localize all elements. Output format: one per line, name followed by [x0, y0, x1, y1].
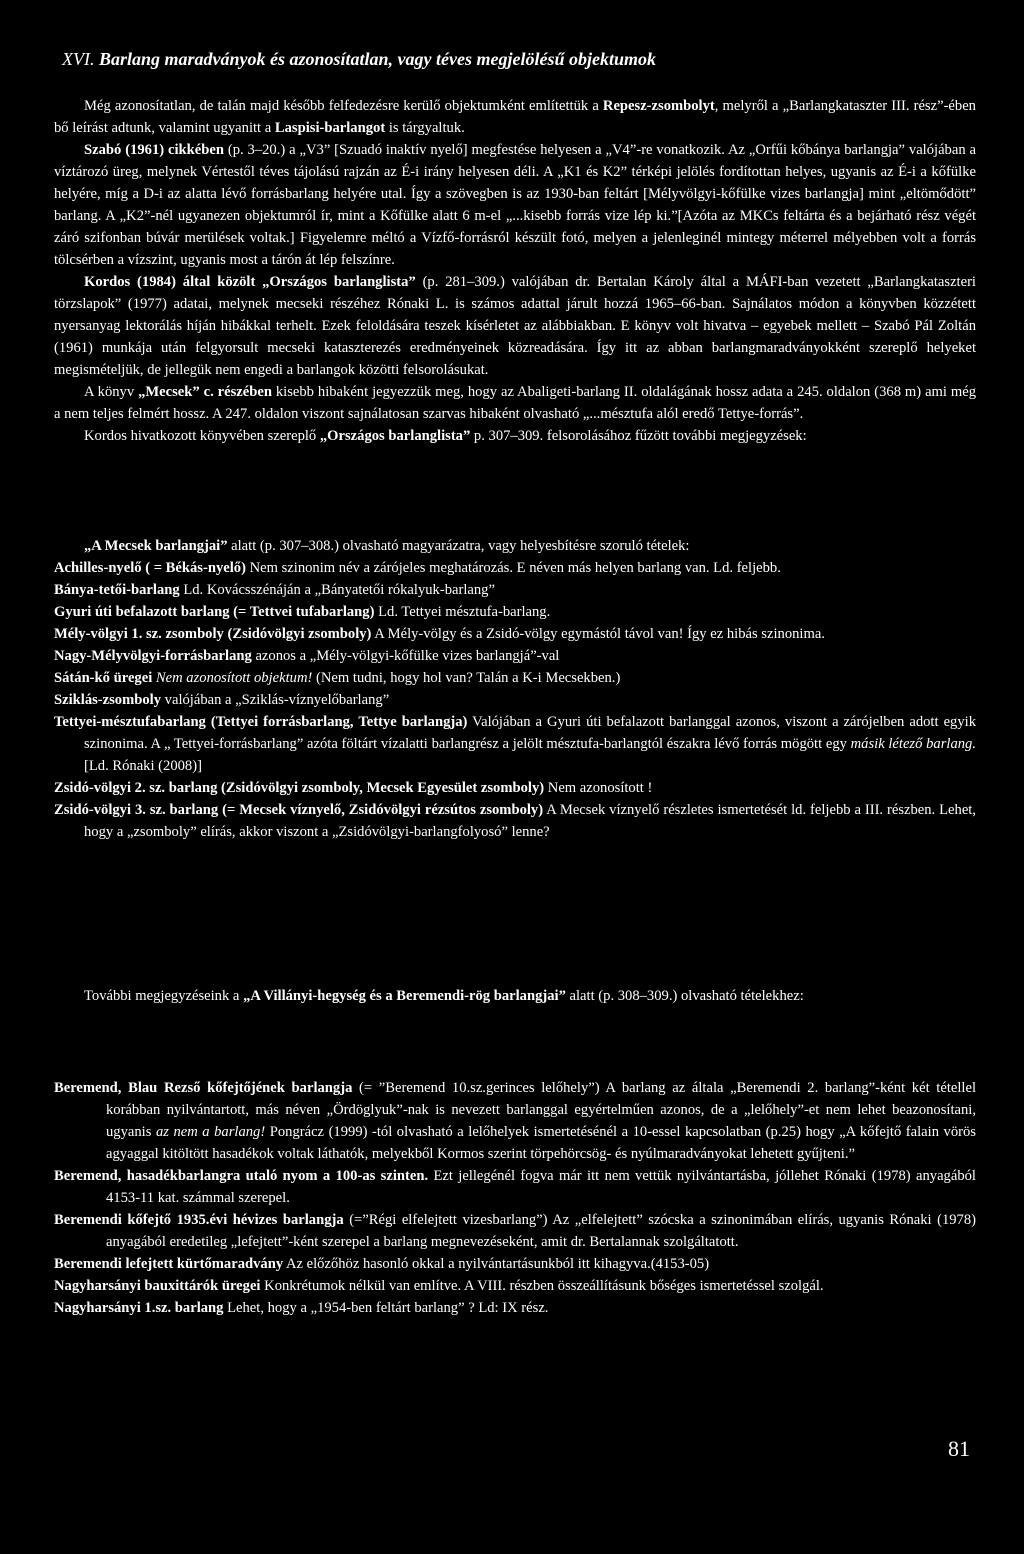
intro-paragraph-bold-run: Repesz-zsombolyt: [602, 98, 715, 114]
list-item-text-run: Valójában a Gyuri úti befalazott barlanggal azonos, viszont a zárójelben adott egyik szinonima. A „ Tettyei-forrásbarlang” azóta föltárt vízalatti barlangrész a jelölt mésztufa-barlangtól északra lévő forrás mögött egy: [84, 714, 976, 752]
list-item-text-run: A Mély-völgy és a Zsidó-völgy egymástól távol van! Így ez hibás szinonima.: [371, 626, 825, 642]
list-item-bold-run: Beremend, Blau Rezső kőfejtőjének barlangja: [54, 1080, 353, 1096]
list-item: [54, 645, 976, 667]
intro-paragraph-text-run: kisebb hibaként jegyezzük meg, hogy az Abaligeti-barlang II. oldalágának hossz adata a 245. oldalon (368 m) ami még a nem teljes felmért hossz. A 247. oldalon viszont sajnálatosan szarvas hibaként olvasható „...mésztufa alól eredő Tettye-forrás”.: [54, 384, 976, 422]
section-heading: [62, 47, 992, 71]
list-item-bold-run: Beremend, hasadékbarlangra utaló nyom a 100-as szinten.: [54, 1168, 429, 1184]
intro-paragraph-bold-run: Kordos (1984) által közölt „Országos barlanglista”: [84, 274, 416, 290]
list-item-text-run: Konkrétumok nélkül van említve. A VIII. részben összeállításunk bőséges ismertetéssel szolgál.: [260, 1278, 824, 1294]
intro-paragraph-text-run: (p. 281–309.) valójában dr. Bertalan Károly által a MÁFI-ban vezetett „Barlangkataszteri törzslapok” (1977) adatai, melynek mecseki részéhez Rónaki L. is számos adattal járult hozzá 1965–66-ban. Sajnálatos módon a könyvben közzétett nyersanyag lektorálás híján hibákkal terhelt. Ezek feloldására teszek kísérletet az alábbiakban. E könyv volt hivatva – egyebek mellett – Szabó Pál Zoltán (1961) munkája után felgyorsult mecseki kataszterezés eredményeinek közreadására. Így itt az abban barlangmaradványokként szereplő helyeket megismételjük, de jellegük nem engedi a barlangok közötti felsorolásukat.: [54, 274, 976, 378]
list-item: [54, 1209, 976, 1253]
intro-paragraph-text-run: , melyről a „Barlangkataszter III. rész”-ében bő leírást adtunk, valamint ugyanitt a: [54, 98, 976, 136]
intro-paragraph-text-run: is tárgyaltuk.: [385, 120, 465, 136]
list-item-bold-run: Zsidó-völgyi 2. sz. barlang (Zsidóvölgyi zsomboly, Mecsek Egyesület zsomboly): [54, 780, 545, 796]
list-item: [54, 1165, 976, 1209]
intro-paragraph: [54, 381, 976, 425]
intro-paragraph-bold-run: „Mecsek” c. részében: [138, 384, 272, 400]
intro-paragraph-bold-run: Szabó (1961) cikkében: [84, 142, 224, 158]
list-item-text-run: Ld. Kovácsszénáján a „Bányatetői rókalyuk-barlang”: [179, 582, 495, 598]
mecsek-list-header-bold-run: „A Mecsek barlangjai”: [84, 538, 228, 554]
list-item: [54, 1077, 976, 1165]
villany-intro-paragraph-text-run: További megjegyzéseink a: [84, 988, 244, 1004]
intro-section: [54, 95, 976, 447]
list-item-italic-run: másik létező barlang.: [850, 736, 976, 752]
list-item: [54, 667, 976, 689]
villany-intro-paragraph-bold-run: „A Villányi-hegység és a Beremendi-rög barlangjai”: [243, 988, 566, 1004]
intro-paragraph-text-run: Kordos hivatkozott könyvében szereplő: [84, 428, 320, 444]
list-item-bold-run: Tettyei-mésztufabarlang (Tettyei forrásbarlang, Tettye barlangja): [54, 714, 468, 730]
intro-paragraph-text-run: A könyv: [84, 384, 139, 400]
list-item-bold-run: Nagyharsányi 1.sz. barlang: [54, 1300, 224, 1316]
list-item-text-run: (Nem tudni, hogy hol van? Talán a K-i Mecsekben.): [312, 670, 621, 686]
villany-intro-section: [54, 985, 976, 1007]
list-item-italic-run: Nem azonosított objektum!: [155, 670, 313, 686]
intro-paragraph: [54, 139, 976, 271]
list-item-text-run: azonos a „Mély-völgyi-kőfülke vizes barlangjá”-val: [251, 648, 560, 664]
list-item-text-run: (=”Régi elfelejtett vizesbarlang”) Az „elfelejtett” szócska a szinonimában elírás, ugyanis Rónaki (1978) anyagából eredetileg „lefejtett”-ként szerepel a barlang megnevezéseként, amit dr. Bertalannak szolgáltatott.: [106, 1212, 976, 1250]
list-item: [54, 557, 976, 579]
intro-paragraph-bold-run: Laspisi-barlangot: [274, 120, 386, 136]
list-item-text-run: Az előzőhöz hasonló okkal a nyilvántartásunkból itt kihagyva.(4153-05): [283, 1256, 710, 1272]
list-item: [54, 1253, 976, 1275]
section-number: XVI.: [62, 49, 95, 69]
list-item: [54, 689, 976, 711]
list-item-bold-run: Sziklás-zsomboly: [54, 692, 162, 708]
list-item-text-run: Ld. Tettyei mésztufa-barlang.: [374, 604, 551, 620]
beremend-list-section: [54, 1077, 976, 1319]
list-item-text-run: (= ”Beremend 10.sz.gerinces lelőhely”) A barlang az általa „Beremendi 2. barlang”-ként két tétellel korábban nyilvántartott, más néven „Ördöglyuk”-nak is nevezett barlanggal egyértelműen azonos, de a „lelőhely”-et nem lehet beazonosítani, ugyanis: [106, 1080, 976, 1140]
list-item-italic-run: az nem a barlang!: [155, 1124, 266, 1140]
intro-paragraph-text-run: p. 307–309. felsorolásához fűzött további megjegyzések:: [470, 428, 807, 444]
intro-paragraph: [54, 95, 976, 139]
list-item: [54, 711, 976, 777]
section-title: Barlang maradványok és azonosítatlan, vagy téves megjelölésű objektumok: [98, 49, 656, 69]
list-item-bold-run: Nagy-Mélyvölgyi-forrásbarlang: [54, 648, 252, 664]
list-item-text-run: Lehet, hogy a „1954-ben feltárt barlang” ? Ld: IX rész.: [223, 1300, 549, 1316]
list-item: [54, 1275, 976, 1297]
list-item-text-run: Nem azonosított !: [544, 780, 653, 796]
list-item: [54, 777, 976, 799]
list-item-text-run: Nem szinonim név a zárójeles meghatározás. E néven más helyen barlang van. Ld. feljebb.: [245, 560, 781, 576]
list-item-bold-run: Sátán-kő üregei: [54, 670, 153, 686]
list-item: [54, 601, 976, 623]
list-item-bold-run: Nagyharsányi bauxittárók üregei: [54, 1278, 261, 1294]
list-item-bold-run: Bánya-tetői-barlang: [54, 582, 180, 598]
list-item: [54, 579, 976, 601]
list-item-bold-run: Beremendi kőfejtő 1935.évi hévizes barlangja: [54, 1212, 344, 1228]
list-item-text-run: Ezt jellegénél fogva már itt nem vettük nyilvántartásba, jóllehet Rónaki (1978) anyagából 4153-11 kat. számmal szerepel.: [106, 1168, 976, 1206]
mecsek-list-header-text-run: alatt (p. 307–308.) olvasható magyarázatra, vagy helyesbítésre szoruló tételek:: [227, 538, 690, 554]
intro-paragraph-bold-run: „Országos barlanglista”: [319, 428, 471, 444]
list-item-bold-run: Achilles-nyelő ( = Békás-nyelő): [54, 560, 246, 576]
villany-intro-paragraph: [54, 985, 976, 1007]
list-item-text-run: valójában a „Sziklás-víznyelőbarlang”: [161, 692, 390, 708]
mecsek-list-header: [54, 535, 976, 557]
list-item: [54, 623, 976, 645]
list-item: [54, 799, 976, 843]
intro-paragraph: [54, 271, 976, 381]
intro-paragraph-text-run: (p. 3–20.) a „V3” [Szuadó inaktív nyelő] megfestése helyesen a „V4”-re vonatkozik. Az „Orfűi kőbánya barlangja” valójában a víztározó üreg, melynek Vértestől téves tájolású rajzán az É-i irány helyesen déli. A „K1 és K2” térképi jelölés fordítottan helyes, ugyanis az É-i a kőfülke helyére, míg a D-i az alatta lévő forrásbarlang helyére utal. Így a szövegben is az 1930-ban feltárt [Mélyvölgyi-kőfülke vizes barlangja] mint „eltömődött” barlang. A „K2”-nél ugyanezen objektumról ír, mint a Kőfülke alatt 6 m-el „...kisebb forrás vize lép ki.”[Azóta az MKCs feltárta és a bejárható rész végét záró szifonban búvár merülések voltak.] Figyelemre méltó a Vízfő-forrásról készült fotó, melyen a jelenleginél mintegy méterrel mélyebben volt a forrás tölcsérben a vízszint, ugyanis most a tárón át lép felszínre.: [54, 142, 976, 268]
page-number: 81: [948, 1436, 970, 1461]
list-item-text-run: [Ld. Rónaki (2008)]: [84, 758, 202, 774]
list-item-bold-run: Beremendi lefejtett kürtőmaradvány: [54, 1256, 284, 1272]
villany-intro-paragraph-text-run: alatt (p. 308–309.) olvasható tételekhez:: [565, 988, 804, 1004]
intro-paragraph-text-run: Még azonosítatlan, de talán majd később felfedezésre kerülő objektumként említettük a: [84, 98, 603, 114]
list-item-bold-run: Mély-völgyi 1. sz. zsomboly (Zsidóvölgyi zsomboly): [54, 626, 372, 642]
list-item-text-run: A Mecsek víznyelő részletes ismertetését ld. feljebb a III. részben. Lehet, hogy a „zsomboly” elírás, akkor viszont a „Zsidóvölgyi-barlangfolyosó” lenne?: [84, 802, 976, 840]
list-item-text-run: Pongrácz (1999) -tól olvasható a lelőhelyek ismertetésénél a 10-essel kapcsolatban (p.25) hogy „A kőfejtő falain vörös agyaggal kitöltött hasadékok voltak láthatók, melyekből Kormos szerint törpehörcsög- és nyúlmaradványokat lehetett gyűjteni.”: [106, 1124, 976, 1162]
mecsek-list-section: [54, 535, 976, 843]
list-item-bold-run: Gyuri úti befalazott barlang (= Tettvei tufabarlang): [54, 604, 375, 620]
list-item-bold-run: Zsidó-völgyi 3. sz. barlang (= Mecsek víznyelő, Zsidóvölgyi rézsútos zsomboly): [54, 802, 544, 818]
intro-paragraph: [54, 425, 976, 447]
list-item: [54, 1297, 976, 1319]
